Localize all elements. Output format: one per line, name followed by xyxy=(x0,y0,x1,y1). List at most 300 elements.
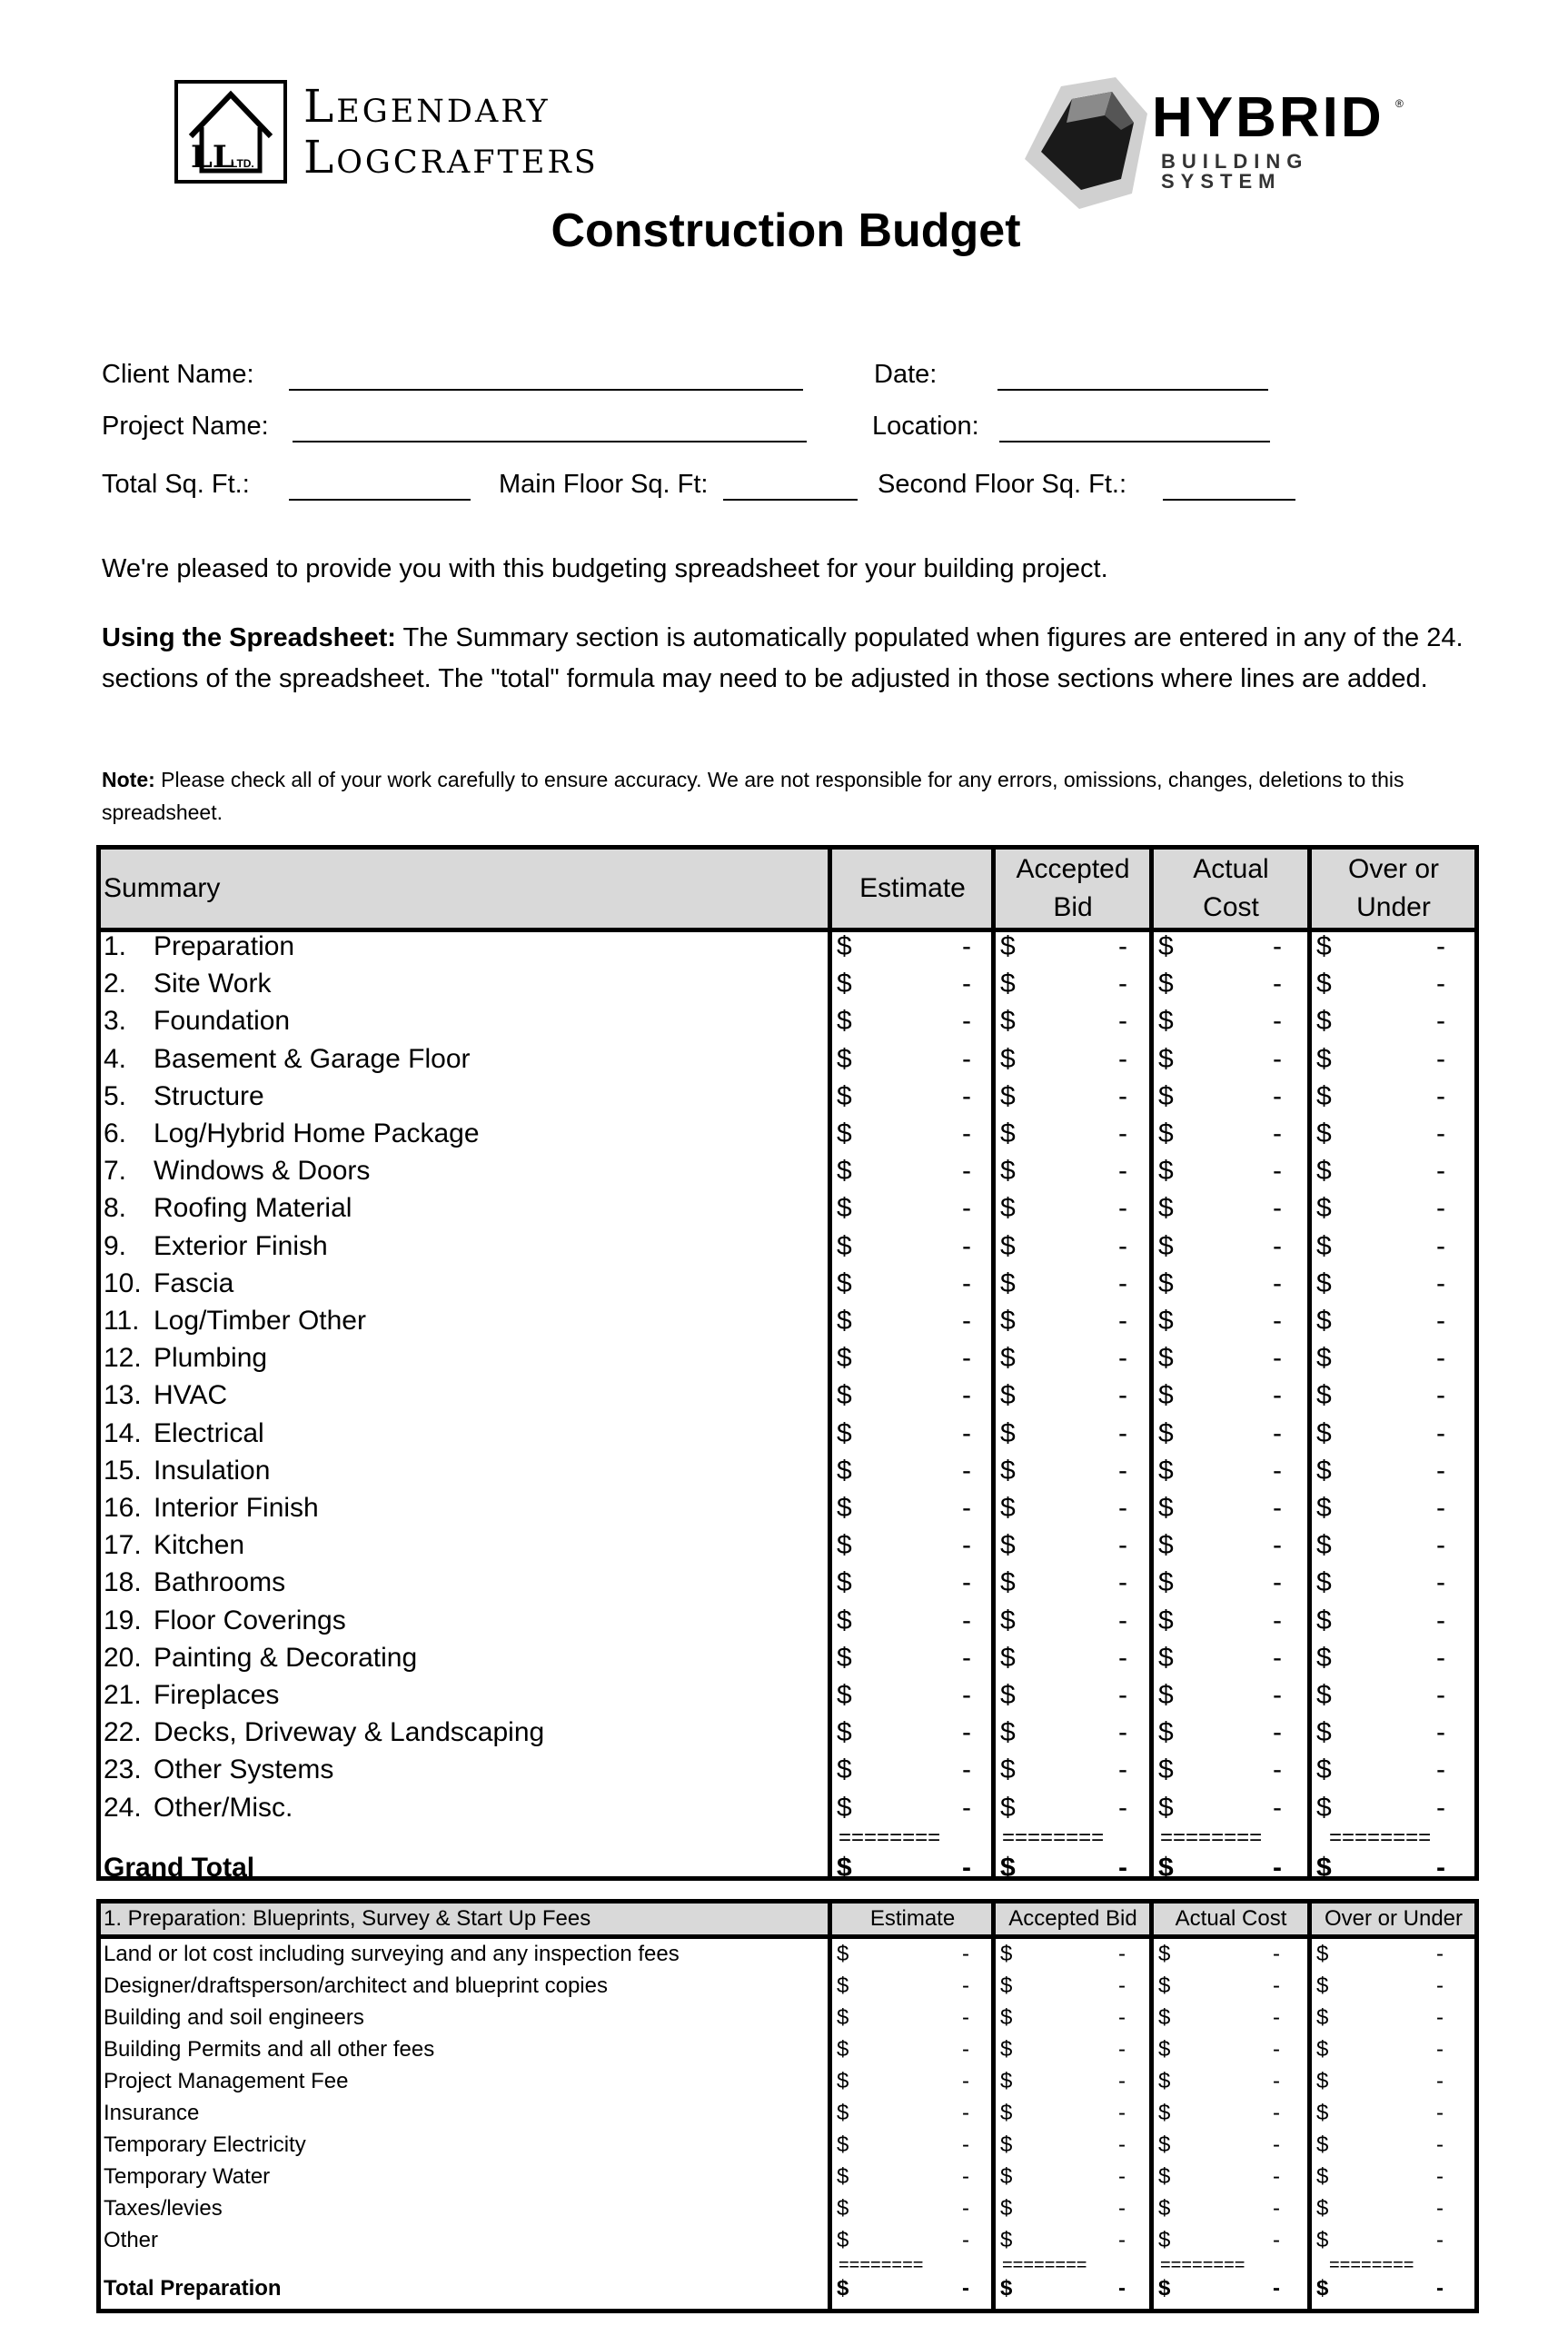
summary-row-currency-estimate: $ xyxy=(837,1343,852,1374)
summary-row-value-actual-cost[interactable]: - xyxy=(1273,1493,1282,1523)
prep-row-value-accepted-bid[interactable]: - xyxy=(1118,2101,1126,2125)
summary-row-number: 5. xyxy=(104,1080,127,1111)
summary-row xyxy=(101,1751,1474,1788)
summary-row-value-accepted-bid[interactable]: - xyxy=(1118,1006,1127,1037)
summary-row-currency-actual-cost: $ xyxy=(1158,1080,1174,1111)
summary-row-value-actual-cost[interactable]: - xyxy=(1273,1230,1282,1261)
location-field[interactable] xyxy=(999,441,1270,442)
summary-row-currency-estimate: $ xyxy=(837,1230,852,1261)
summary-row-value-estimate[interactable]: - xyxy=(962,1417,971,1448)
summary-row-currency-over-under: $ xyxy=(1316,969,1332,999)
summary-row-number: 22. xyxy=(104,1717,142,1748)
legendary-logcrafters-logo xyxy=(174,80,656,187)
summary-row-value-over-under[interactable]: - xyxy=(1436,1717,1445,1748)
prep-row-value-accepted-bid[interactable]: - xyxy=(1118,2132,1126,2157)
summary-row-label: Floor Coverings xyxy=(154,1605,346,1635)
summary-row-value-accepted-bid[interactable]: - xyxy=(1118,1754,1127,1785)
summary-row-value-over-under[interactable]: - xyxy=(1436,1343,1445,1374)
summary-row-value-estimate[interactable]: - xyxy=(962,1193,971,1224)
summary-grand-total-value-accepted-bid[interactable]: - xyxy=(1118,1852,1127,1883)
summary-row-value-over-under[interactable]: - xyxy=(1436,969,1445,999)
summary-row-value-estimate[interactable]: - xyxy=(962,1642,971,1673)
grand-total-label: Grand Total xyxy=(104,1852,255,1883)
prep-row-value-over-under[interactable]: - xyxy=(1436,1973,1444,1998)
summary-row-currency-estimate: $ xyxy=(837,1006,852,1037)
summary-row-number: 8. xyxy=(104,1193,127,1224)
summary-row-value-over-under[interactable]: - xyxy=(1436,1156,1445,1187)
main-floor-sqft-field[interactable] xyxy=(723,499,858,501)
note-text: Please check all of your work carefully to ensure accuracy. We are not responsible for any errors, omissions, changes, deletions to this spreadsheet. xyxy=(102,768,1404,824)
summary-header-actual-cost xyxy=(1155,850,1307,928)
summary-row-currency-accepted-bid: $ xyxy=(1000,1717,1016,1748)
summary-grand-total-currency-accepted-bid: $ xyxy=(1000,1852,1016,1883)
summary-row-currency-accepted-bid: $ xyxy=(1000,1493,1016,1523)
prep-row-value-actual-cost[interactable]: - xyxy=(1273,2228,1280,2252)
summary-row-value-over-under[interactable]: - xyxy=(1436,1567,1445,1598)
project-name-field[interactable] xyxy=(293,441,807,442)
date-field[interactable] xyxy=(997,389,1268,391)
summary-row xyxy=(101,1377,1474,1414)
summary-header-estimate: Estimate xyxy=(859,873,966,903)
summary-row-value-estimate[interactable]: - xyxy=(962,1605,971,1635)
summary-row-number: 6. xyxy=(104,1118,127,1148)
summary-row-currency-actual-cost: $ xyxy=(1158,1680,1174,1710)
summary-row-number: 24. xyxy=(104,1792,142,1823)
summary-row-currency-actual-cost: $ xyxy=(1158,1306,1174,1336)
prep-row-label: Temporary Water xyxy=(104,2164,271,2189)
prep-row-value-estimate[interactable]: - xyxy=(962,2101,969,2125)
summary-row-number: 20. xyxy=(104,1642,142,1673)
summary-row-value-estimate[interactable]: - xyxy=(962,1306,971,1336)
summary-row-value-estimate[interactable]: - xyxy=(962,1380,971,1411)
summary-row-value-actual-cost[interactable]: - xyxy=(1273,1717,1282,1748)
summary-row-currency-over-under: $ xyxy=(1316,1792,1332,1823)
summary-row-value-over-under[interactable]: - xyxy=(1436,1792,1445,1823)
summary-row-currency-accepted-bid: $ xyxy=(1000,1754,1016,1785)
summary-row-value-accepted-bid[interactable]: - xyxy=(1118,1380,1127,1411)
summary-row-value-over-under[interactable]: - xyxy=(1436,1230,1445,1261)
summary-row-value-estimate[interactable]: - xyxy=(962,1754,971,1785)
prep-total-value-estimate[interactable]: - xyxy=(962,2276,969,2301)
prep-row-value-accepted-bid[interactable]: - xyxy=(1118,1973,1126,1998)
summary-row-value-over-under[interactable]: - xyxy=(1436,1380,1445,1411)
summary-row-currency-estimate: $ xyxy=(837,1080,852,1111)
prep-row-value-actual-cost[interactable]: - xyxy=(1273,2196,1280,2221)
prep-row-value-estimate[interactable]: - xyxy=(962,2196,969,2221)
summary-row-currency-estimate: $ xyxy=(837,1193,852,1224)
summary-row-currency-actual-cost: $ xyxy=(1158,1417,1174,1448)
prep-row-currency-estimate: $ xyxy=(837,2069,849,2093)
summary-row-currency-estimate: $ xyxy=(837,1792,852,1823)
summary-row-label: Electrical xyxy=(154,1417,264,1448)
summary-row-currency-over-under: $ xyxy=(1316,1605,1332,1635)
summary-row-value-actual-cost[interactable]: - xyxy=(1273,1006,1282,1037)
summary-header-over-under xyxy=(1313,850,1474,928)
summary-row-value-estimate[interactable]: - xyxy=(962,1493,971,1523)
prep-row-value-over-under[interactable]: - xyxy=(1436,2037,1444,2062)
summary-row-value-over-under[interactable]: - xyxy=(1436,1754,1445,1785)
hybrid-subtitle: BUILDING SYSTEM xyxy=(1161,150,1309,193)
prep-row-currency-actual-cost: $ xyxy=(1158,2228,1171,2252)
prep-row-label: Temporary Electricity xyxy=(104,2132,306,2157)
summary-row-currency-actual-cost: $ xyxy=(1158,1493,1174,1523)
summary-row-value-estimate[interactable]: - xyxy=(962,1530,971,1561)
prep-row xyxy=(101,2002,1474,2033)
prep-row-value-estimate[interactable]: - xyxy=(962,1942,969,1966)
summary-row-number: 4. xyxy=(104,1043,127,1074)
summary-row-currency-actual-cost: $ xyxy=(1158,931,1174,961)
client-name-label: Client Name: xyxy=(102,360,254,389)
summary-row-value-actual-cost[interactable]: - xyxy=(1273,1306,1282,1336)
prep-row-value-accepted-bid[interactable]: - xyxy=(1118,2196,1126,2221)
summary-row-currency-estimate: $ xyxy=(837,1417,852,1448)
summary-row-currency-actual-cost: $ xyxy=(1158,1717,1174,1748)
second-floor-sqft-field[interactable] xyxy=(1163,499,1295,501)
summary-row-value-accepted-bid[interactable]: - xyxy=(1118,1455,1127,1486)
summary-grand-total-value-estimate[interactable]: - xyxy=(962,1852,971,1883)
summary-row-value-actual-cost[interactable]: - xyxy=(1273,1680,1282,1710)
summary-row xyxy=(101,1265,1474,1302)
summary-row-label: Decks, Driveway & Landscaping xyxy=(154,1717,545,1748)
summary-row-value-over-under[interactable]: - xyxy=(1436,1530,1445,1561)
summary-row-value-estimate[interactable]: - xyxy=(962,1792,971,1823)
prep-separator-estimate: ======== xyxy=(839,2255,924,2275)
prep-row-currency-estimate: $ xyxy=(837,1973,849,1998)
prep-total-value-over-under[interactable]: - xyxy=(1436,2276,1444,2301)
prep-row-value-actual-cost[interactable]: - xyxy=(1273,2132,1280,2157)
summary-row-label: HVAC xyxy=(154,1380,228,1411)
prep-row-currency-actual-cost: $ xyxy=(1158,1942,1171,1966)
summary-header-actual-line2: Cost xyxy=(1203,892,1259,922)
summary-row-value-accepted-bid[interactable]: - xyxy=(1118,1043,1127,1074)
prep-row-label: Building and soil engineers xyxy=(104,2005,364,2030)
main-floor-sqft-label: Main Floor Sq. Ft: xyxy=(499,470,709,499)
summary-row-value-accepted-bid[interactable]: - xyxy=(1118,1417,1127,1448)
prep-row xyxy=(101,2097,1474,2129)
client-name-field[interactable] xyxy=(289,389,803,391)
summary-row-value-accepted-bid[interactable]: - xyxy=(1118,1230,1127,1261)
summary-row-value-over-under[interactable]: - xyxy=(1436,1043,1445,1074)
prep-row-currency-over-under: $ xyxy=(1316,2196,1329,2221)
prep-row-value-accepted-bid[interactable]: - xyxy=(1118,2164,1126,2189)
summary-row-number: 18. xyxy=(104,1567,142,1598)
instructions-label: Using the Spreadsheet: xyxy=(102,623,396,652)
summary-row-currency-over-under: $ xyxy=(1316,1043,1332,1074)
summary-row-number: 14. xyxy=(104,1417,142,1448)
summary-row-currency-actual-cost: $ xyxy=(1158,1230,1174,1261)
summary-row-value-over-under[interactable]: - xyxy=(1436,1605,1445,1635)
prep-separator-actual-cost: ======== xyxy=(1160,2255,1245,2275)
prep-row-value-actual-cost[interactable]: - xyxy=(1273,2069,1280,2093)
prep-row-value-over-under[interactable]: - xyxy=(1436,1942,1444,1966)
summary-row-value-actual-cost[interactable]: - xyxy=(1273,1567,1282,1598)
summary-row-value-accepted-bid[interactable]: - xyxy=(1118,1605,1127,1635)
summary-row-currency-over-under: $ xyxy=(1316,1306,1332,1336)
prep-row-value-actual-cost[interactable]: - xyxy=(1273,1973,1280,1998)
prep-row-value-estimate[interactable]: - xyxy=(962,2228,969,2252)
registered-mark: ® xyxy=(1395,97,1404,110)
summary-row-number: 15. xyxy=(104,1455,142,1486)
summary-row-currency-estimate: $ xyxy=(837,1567,852,1598)
prep-row-value-actual-cost[interactable]: - xyxy=(1273,2005,1280,2030)
prep-row-currency-estimate: $ xyxy=(837,2196,849,2221)
prep-row-currency-accepted-bid: $ xyxy=(1000,2101,1013,2125)
prep-row-value-actual-cost[interactable]: - xyxy=(1273,2164,1280,2189)
summary-row-value-accepted-bid[interactable]: - xyxy=(1118,1642,1127,1673)
summary-row xyxy=(101,1152,1474,1189)
summary-row xyxy=(101,1602,1474,1639)
summary-row-label: Windows & Doors xyxy=(154,1156,371,1187)
summary-header-accepted-line2: Bid xyxy=(1053,892,1093,922)
prep-row-value-accepted-bid[interactable]: - xyxy=(1118,2037,1126,2062)
summary-row-value-estimate[interactable]: - xyxy=(962,969,971,999)
summary-row-value-actual-cost[interactable]: - xyxy=(1273,1530,1282,1561)
prep-row-value-over-under[interactable]: - xyxy=(1436,2196,1444,2221)
prep-total-currency-accepted-bid: $ xyxy=(1000,2276,1013,2301)
prep-row-currency-over-under: $ xyxy=(1316,1942,1329,1966)
summary-row-currency-accepted-bid: $ xyxy=(1000,1156,1016,1187)
summary-row-value-actual-cost[interactable]: - xyxy=(1273,1156,1282,1187)
summary-row-number: 11. xyxy=(104,1306,140,1336)
summary-row-value-actual-cost[interactable]: - xyxy=(1273,1380,1282,1411)
summary-row-value-estimate[interactable]: - xyxy=(962,1006,971,1037)
summary-row-currency-estimate: $ xyxy=(837,1605,852,1635)
summary-row-value-accepted-bid[interactable]: - xyxy=(1118,1680,1127,1710)
summary-row-value-accepted-bid[interactable]: - xyxy=(1118,1717,1127,1748)
summary-row-value-over-under[interactable]: - xyxy=(1436,931,1445,961)
summary-row-currency-over-under: $ xyxy=(1316,1567,1332,1598)
summary-row-number: 7. xyxy=(104,1156,127,1187)
prep-row-value-actual-cost[interactable]: - xyxy=(1273,2037,1280,2062)
summary-row xyxy=(101,1564,1474,1601)
summary-row-value-actual-cost[interactable]: - xyxy=(1273,1792,1282,1823)
summary-row-currency-actual-cost: $ xyxy=(1158,1455,1174,1486)
summary-row-value-estimate[interactable]: - xyxy=(962,1080,971,1111)
prep-row-currency-over-under: $ xyxy=(1316,2005,1329,2030)
summary-row-value-over-under[interactable]: - xyxy=(1436,1193,1445,1224)
summary-row-value-over-under[interactable]: - xyxy=(1436,1417,1445,1448)
summary-row-value-actual-cost[interactable]: - xyxy=(1273,1118,1282,1148)
summary-row-currency-over-under: $ xyxy=(1316,1417,1332,1448)
summary-row-label: Plumbing xyxy=(154,1343,268,1374)
summary-row-value-accepted-bid[interactable]: - xyxy=(1118,1080,1127,1111)
prep-row-value-estimate[interactable]: - xyxy=(962,2132,969,2157)
summary-row-value-accepted-bid[interactable]: - xyxy=(1118,931,1127,961)
summary-row-currency-accepted-bid: $ xyxy=(1000,1605,1016,1635)
prep-row xyxy=(101,2161,1474,2192)
prep-row-currency-actual-cost: $ xyxy=(1158,2196,1171,2221)
prep-row-currency-over-under: $ xyxy=(1316,2164,1329,2189)
prep-row-value-accepted-bid[interactable]: - xyxy=(1118,1942,1126,1966)
summary-row-currency-estimate: $ xyxy=(837,1043,852,1074)
prep-row-value-actual-cost[interactable]: - xyxy=(1273,1942,1280,1966)
summary-row-value-estimate[interactable]: - xyxy=(962,1267,971,1298)
summary-row-value-actual-cost[interactable]: - xyxy=(1273,1080,1282,1111)
summary-row-label: Basement & Garage Floor xyxy=(154,1043,471,1074)
summary-row-currency-accepted-bid: $ xyxy=(1000,1380,1016,1411)
summary-row-value-accepted-bid[interactable]: - xyxy=(1118,1156,1127,1187)
summary-row-number: 10. xyxy=(104,1267,142,1298)
hybrid-cube-icon xyxy=(1025,77,1152,214)
summary-row-value-over-under[interactable]: - xyxy=(1436,1118,1445,1148)
summary-row-value-actual-cost[interactable]: - xyxy=(1273,1642,1282,1673)
page-title xyxy=(0,204,1568,257)
prep-row xyxy=(101,2033,1474,2065)
summary-row xyxy=(101,1489,1474,1526)
prep-row-value-estimate[interactable]: - xyxy=(962,1973,969,1998)
summary-row-currency-accepted-bid: $ xyxy=(1000,1530,1016,1561)
prep-total-currency-over-under: $ xyxy=(1316,2276,1329,2301)
summary-row-value-over-under[interactable]: - xyxy=(1436,1680,1445,1710)
summary-row-value-estimate[interactable]: - xyxy=(962,1118,971,1148)
summary-row-value-accepted-bid[interactable]: - xyxy=(1118,1493,1127,1523)
prep-row-value-estimate[interactable]: - xyxy=(962,2069,969,2093)
summary-row-value-estimate[interactable]: - xyxy=(962,1230,971,1261)
summary-row-currency-actual-cost: $ xyxy=(1158,1380,1174,1411)
prep-row-value-over-under[interactable]: - xyxy=(1436,2228,1444,2252)
summary-row-value-over-under[interactable]: - xyxy=(1436,1306,1445,1336)
prep-total-value-actual-cost[interactable]: - xyxy=(1273,2276,1280,2301)
prep-row-currency-estimate: $ xyxy=(837,2164,849,2189)
prep-row-currency-estimate: $ xyxy=(837,2101,849,2125)
prep-row-value-accepted-bid[interactable]: - xyxy=(1118,2005,1126,2030)
summary-row-value-actual-cost[interactable]: - xyxy=(1273,969,1282,999)
summary-row-currency-over-under: $ xyxy=(1316,1530,1332,1561)
prep-row-currency-actual-cost: $ xyxy=(1158,1973,1171,1998)
summary-row-currency-over-under: $ xyxy=(1316,1343,1332,1374)
summary-row-value-over-under[interactable]: - xyxy=(1436,1006,1445,1037)
prep-row-value-over-under[interactable]: - xyxy=(1436,2069,1444,2093)
summary-row-currency-estimate: $ xyxy=(837,1493,852,1523)
summary-row-label: Insulation xyxy=(154,1455,271,1486)
summary-row-value-estimate[interactable]: - xyxy=(962,1717,971,1748)
summary-row-value-over-under[interactable]: - xyxy=(1436,1642,1445,1673)
summary-row xyxy=(101,1339,1474,1377)
summary-row-value-actual-cost[interactable]: - xyxy=(1273,1605,1282,1635)
summary-row-value-accepted-bid[interactable]: - xyxy=(1118,1193,1127,1224)
prep-row-value-over-under[interactable]: - xyxy=(1436,2164,1444,2189)
prep-row-currency-over-under: $ xyxy=(1316,1973,1329,1998)
prep-row-value-estimate[interactable]: - xyxy=(962,2005,969,2030)
summary-row-label: Preparation xyxy=(154,931,295,961)
prep-row-value-accepted-bid[interactable]: - xyxy=(1118,2069,1126,2093)
summary-row-value-estimate[interactable]: - xyxy=(962,1343,971,1374)
total-sqft-field[interactable] xyxy=(289,499,471,501)
summary-row-value-over-under[interactable]: - xyxy=(1436,1493,1445,1523)
intro-line: We're pleased to provide you with this budgeting spreadsheet for your building project. xyxy=(102,554,1108,583)
summary-row xyxy=(101,1639,1474,1676)
summary-row-currency-estimate: $ xyxy=(837,1717,852,1748)
summary-row-currency-over-under: $ xyxy=(1316,1380,1332,1411)
prep-row-value-over-under[interactable]: - xyxy=(1436,2132,1444,2157)
summary-row-value-accepted-bid[interactable]: - xyxy=(1118,1567,1127,1598)
summary-row-value-accepted-bid[interactable]: - xyxy=(1118,1792,1127,1823)
summary-row-value-actual-cost[interactable]: - xyxy=(1273,1343,1282,1374)
summary-row-value-actual-cost[interactable]: - xyxy=(1273,1455,1282,1486)
summary-row-currency-actual-cost: $ xyxy=(1158,1267,1174,1298)
summary-row xyxy=(101,965,1474,1002)
summary-row-value-estimate[interactable]: - xyxy=(962,1156,971,1187)
summary-row-value-accepted-bid[interactable]: - xyxy=(1118,969,1127,999)
prep-row-currency-over-under: $ xyxy=(1316,2101,1329,2125)
summary-row-currency-over-under: $ xyxy=(1316,1642,1332,1673)
prep-row-value-estimate[interactable]: - xyxy=(962,2164,969,2189)
prep-separator-row xyxy=(101,2256,1474,2274)
summary-row-value-over-under[interactable]: - xyxy=(1436,1455,1445,1486)
summary-row-currency-estimate: $ xyxy=(837,1680,852,1710)
summary-grand-total-value-actual-cost[interactable]: - xyxy=(1273,1852,1282,1883)
summary-row xyxy=(101,1115,1474,1152)
summary-row-value-accepted-bid[interactable]: - xyxy=(1118,1267,1127,1298)
prep-row-value-over-under[interactable]: - xyxy=(1436,2101,1444,2125)
prep-row-label: Land or lot cost including surveying and any inspection fees xyxy=(104,1942,680,1966)
note-paragraph xyxy=(102,763,1492,829)
date-label: Date: xyxy=(874,360,938,389)
page-title-text: Construction Budget xyxy=(551,204,1021,257)
summary-row-value-actual-cost[interactable]: - xyxy=(1273,1754,1282,1785)
summary-row-number: 1. xyxy=(104,931,127,961)
summary-row-currency-estimate: $ xyxy=(837,1754,852,1785)
summary-row-value-actual-cost[interactable]: - xyxy=(1273,931,1282,961)
summary-row-value-accepted-bid[interactable]: - xyxy=(1118,1118,1127,1148)
summary-row-value-actual-cost[interactable]: - xyxy=(1273,1417,1282,1448)
summary-row xyxy=(101,1415,1474,1452)
prep-row-value-over-under[interactable]: - xyxy=(1436,2005,1444,2030)
prep-row-currency-accepted-bid: $ xyxy=(1000,1973,1013,1998)
summary-row-currency-over-under: $ xyxy=(1316,1717,1332,1748)
summary-row-label: Painting & Decorating xyxy=(154,1642,418,1673)
summary-row-value-estimate[interactable]: - xyxy=(962,931,971,961)
summary-row-currency-actual-cost: $ xyxy=(1158,1156,1174,1187)
preparation-table xyxy=(96,1899,1479,2313)
summary-row-value-estimate[interactable]: - xyxy=(962,1567,971,1598)
summary-row-currency-accepted-bid: $ xyxy=(1000,1230,1016,1261)
summary-row-value-estimate[interactable]: - xyxy=(962,1455,971,1486)
summary-row-value-over-under[interactable]: - xyxy=(1436,1267,1445,1298)
prep-row-value-estimate[interactable]: - xyxy=(962,2037,969,2062)
summary-row-value-estimate[interactable]: - xyxy=(962,1680,971,1710)
summary-row-value-actual-cost[interactable]: - xyxy=(1273,1043,1282,1074)
summary-grand-total-value-over-under[interactable]: - xyxy=(1436,1852,1445,1883)
summary-row-value-accepted-bid[interactable]: - xyxy=(1118,1530,1127,1561)
prep-row-currency-accepted-bid: $ xyxy=(1000,1942,1013,1966)
summary-row-value-actual-cost[interactable]: - xyxy=(1273,1193,1282,1224)
summary-row xyxy=(101,928,1474,965)
prep-row-value-actual-cost[interactable]: - xyxy=(1273,2101,1280,2125)
summary-row-value-over-under[interactable]: - xyxy=(1436,1080,1445,1111)
prep-row-label: Project Management Fee xyxy=(104,2069,349,2093)
summary-row-value-accepted-bid[interactable]: - xyxy=(1118,1343,1127,1374)
summary-header-title: Summary xyxy=(104,873,221,903)
summary-row-currency-estimate: $ xyxy=(837,1642,852,1673)
summary-row-value-actual-cost[interactable]: - xyxy=(1273,1267,1282,1298)
prep-row-currency-over-under: $ xyxy=(1316,2132,1329,2157)
summary-row-currency-actual-cost: $ xyxy=(1158,1567,1174,1598)
prep-row-value-accepted-bid[interactable]: - xyxy=(1118,2228,1126,2252)
prep-total-value-accepted-bid[interactable]: - xyxy=(1118,2276,1126,2301)
summary-row-value-estimate[interactable]: - xyxy=(962,1043,971,1074)
summary-row-currency-over-under: $ xyxy=(1316,1006,1332,1037)
summary-row-currency-actual-cost: $ xyxy=(1158,1754,1174,1785)
summary-row-currency-accepted-bid: $ xyxy=(1000,1343,1016,1374)
hybrid-wordmark: HYBRID xyxy=(1152,86,1384,149)
summary-row-number: 16. xyxy=(104,1493,142,1523)
summary-row-currency-accepted-bid: $ xyxy=(1000,1267,1016,1298)
summary-row-label: Kitchen xyxy=(154,1530,245,1561)
summary-row-value-accepted-bid[interactable]: - xyxy=(1118,1306,1127,1336)
summary-row-currency-over-under: $ xyxy=(1316,1455,1332,1486)
prep-row-currency-accepted-bid: $ xyxy=(1000,2228,1013,2252)
